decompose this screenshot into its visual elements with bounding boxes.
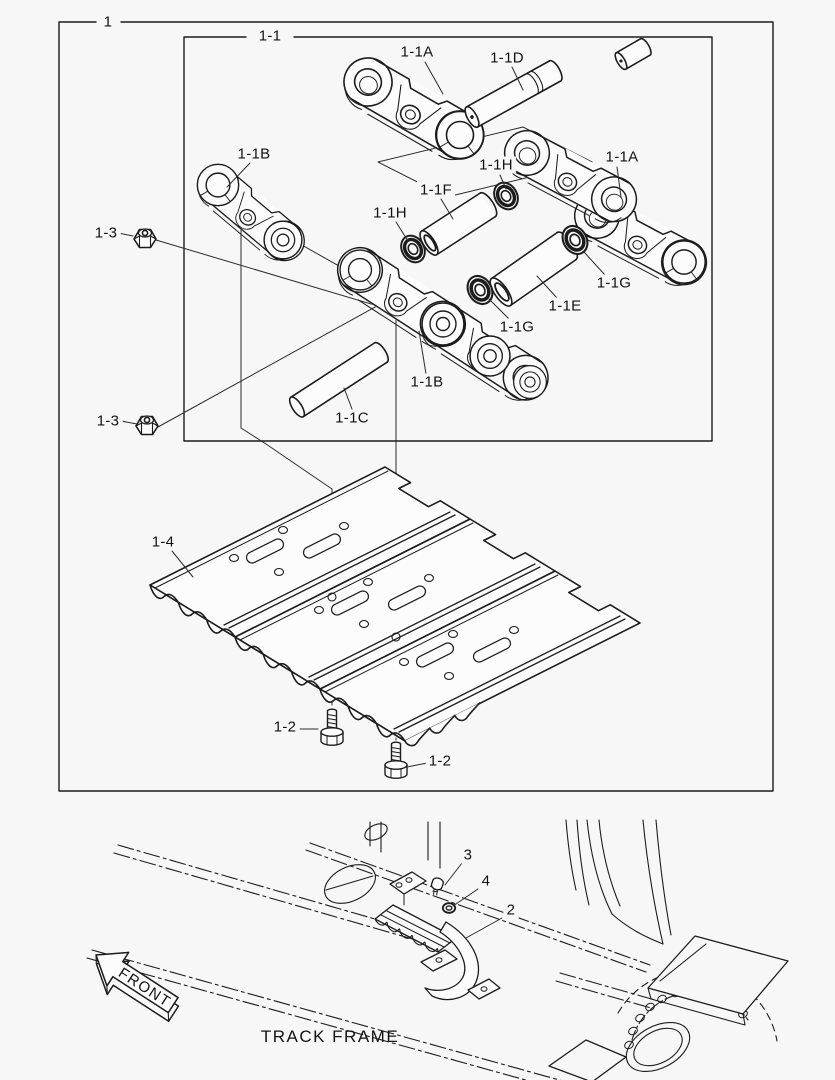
front-arrow xyxy=(81,938,188,1030)
seal-g-center xyxy=(463,271,498,308)
step-bracket-drawing xyxy=(375,872,500,1000)
part-label-link-right: 1-1A xyxy=(603,149,642,166)
upper-left-link xyxy=(188,157,312,271)
shoe-bolt-right xyxy=(385,742,407,778)
lower-pin xyxy=(287,340,391,419)
part-label-nut-upper: 1-3 xyxy=(92,225,121,242)
seal-h-right xyxy=(489,178,522,213)
master-nut-upper xyxy=(134,229,156,248)
shoe-bolt-left xyxy=(321,709,343,745)
part-label-link-lower: 1-1B xyxy=(408,374,447,391)
front-arrow-label: FRONT xyxy=(115,964,175,1011)
part-label-seal-g-center: 1-1G xyxy=(497,319,538,336)
part-label-pin-lower: 1-1C xyxy=(332,410,372,427)
part-label-link-master-top: 1-1A xyxy=(398,44,437,61)
part-label-step-bracket: 2 xyxy=(504,902,519,919)
part-label-track-shoe: 1-4 xyxy=(149,534,178,551)
part-label-shoe-bolt-left: 1-2 xyxy=(271,719,300,736)
part-label-bushing-small: 1-1F xyxy=(417,182,455,199)
part-label-nut-lower: 1-3 xyxy=(94,413,123,430)
part-label-link-left-upper: 1-1B xyxy=(235,146,274,163)
part-label-step-bolt: 3 xyxy=(461,847,476,864)
part-label-box-1: 1 xyxy=(101,14,116,31)
part-label-bushing-large: 1-1E xyxy=(546,298,585,315)
bushing-small xyxy=(417,190,500,258)
part-label-seal-left: 1-1H xyxy=(370,205,410,222)
part-label-shoe-bolt-right: 1-2 xyxy=(426,753,455,770)
part-label-seal-g-right: 1-1G xyxy=(594,275,635,292)
track-shoes xyxy=(150,467,640,746)
part-label-seal-right: 1-1H xyxy=(476,157,516,174)
part-label-pin-master: 1-1D xyxy=(487,50,527,67)
track-frame-caption: TRACK FRAME xyxy=(260,1027,400,1046)
master-nut-lower xyxy=(136,416,158,435)
part-label-box-1-1: 1-1 xyxy=(256,28,285,45)
small-bushing xyxy=(613,37,653,71)
part-label-step-washer: 4 xyxy=(479,873,494,890)
